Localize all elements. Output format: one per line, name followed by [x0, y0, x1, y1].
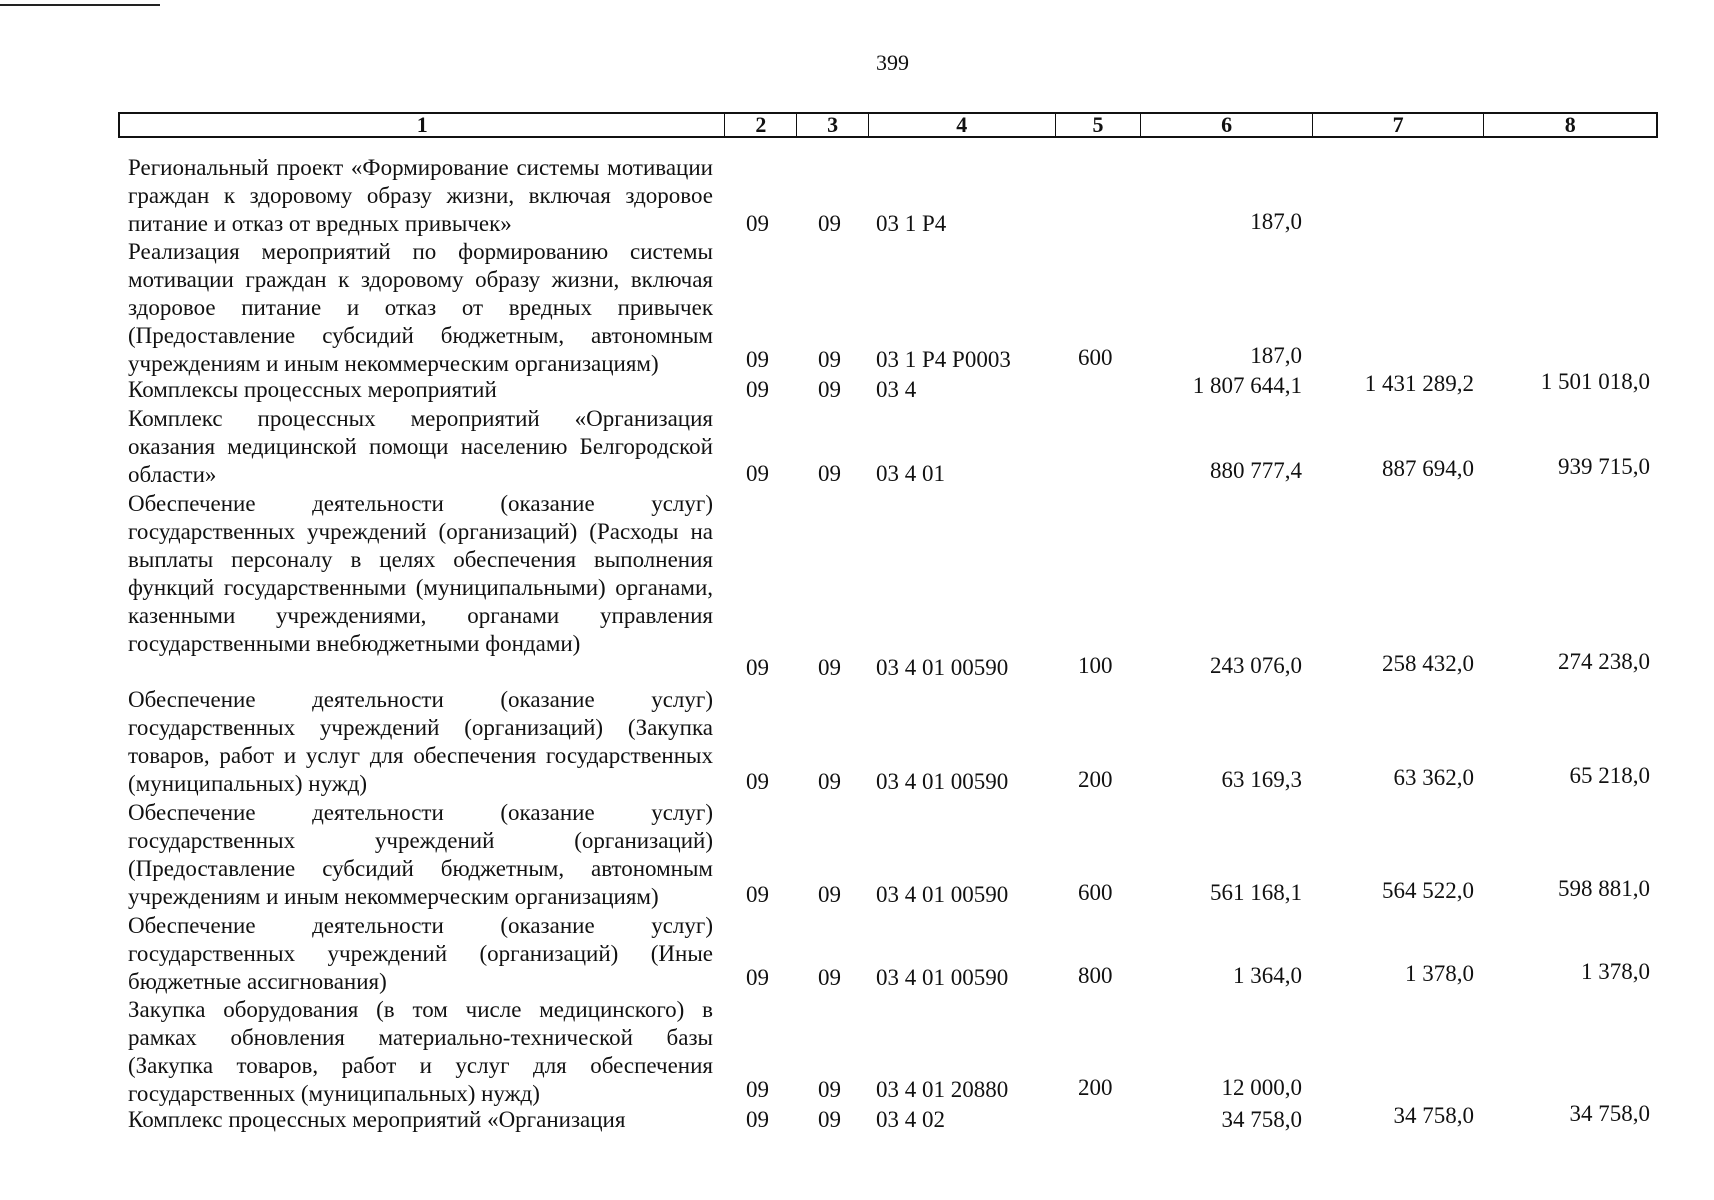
row-code-section: 09 — [746, 461, 769, 486]
row-target-article: 03 4 01 — [876, 461, 945, 486]
row-amount-col6: 187,0 — [1250, 343, 1302, 368]
row-target-article: 03 1 P4 — [876, 211, 947, 236]
row-amount-col7: 258 432,0 — [1382, 651, 1474, 676]
row-target-article: 03 4 02 — [876, 1107, 945, 1132]
row-description: Реализация мероприятий по формированию системы мотивации граждан к здоровому образу жизни, включая здоровое питание и отказ от вредных привычек (Предоставление субсидий бюджетным, автономным учреждениям и иным некоммерческим организациям) — [128, 239, 713, 376]
row-target-article: 03 4 01 00590 — [876, 882, 1009, 907]
row-description: Обеспечение деятельности (оказание услуг) государственных учреждений (организаций) (Предоставление субсидий бюджетным, автономным учреждениям и иным некоммерческим организациям) — [128, 800, 713, 909]
row-amount-col8: 34 758,0 — [1569, 1101, 1650, 1126]
row-description: Обеспечение деятельности (оказание услуг) государственных учреждений (организаций) (Закупка товаров, работ и услуг для обеспечения государственных (муниципальных) нужд) — [128, 687, 713, 796]
row-amount-col6: 243 076,0 — [1210, 653, 1302, 678]
row-amount-col8: 1 501 018,0 — [1540, 369, 1650, 394]
row-amount-col6: 12 000,0 — [1221, 1075, 1302, 1100]
row-target-article: 03 4 01 20880 — [876, 1077, 1009, 1102]
row-expense-type: 600 — [1078, 880, 1113, 905]
row-description: Комплексы процессных мероприятий — [128, 377, 497, 402]
row-code-section: 09 — [746, 655, 769, 680]
row-description: Комплекс процессных мероприятий «Организация — [128, 1107, 626, 1132]
row-description: Обеспечение деятельности (оказание услуг) государственных учреждений (организаций) (Иные бюджетные ассигнования) — [128, 913, 713, 994]
header-col-3: 3 — [797, 114, 869, 136]
row-amount-col6: 1 807 644,1 — [1192, 373, 1302, 398]
row-code-subsection: 09 — [818, 965, 841, 990]
row-code-subsection: 09 — [818, 211, 841, 236]
row-amount-col7: 34 758,0 — [1393, 1103, 1474, 1128]
header-col-8: 8 — [1564, 112, 1576, 137]
row-code-subsection: 09 — [818, 377, 841, 402]
row-expense-type: 600 — [1078, 345, 1113, 370]
row-target-article: 03 4 01 00590 — [876, 769, 1009, 794]
row-code-section: 09 — [746, 1107, 769, 1132]
row-code-section: 09 — [746, 965, 769, 990]
row-target-article: 03 1 P4 P0003 — [876, 347, 1011, 372]
row-code-subsection: 09 — [818, 769, 841, 794]
row-code-subsection: 09 — [818, 347, 841, 372]
row-code-section: 09 — [746, 347, 769, 372]
row-expense-type: 100 — [1078, 653, 1113, 678]
header-col-5: 5 — [1056, 114, 1142, 136]
row-code-subsection: 09 — [818, 461, 841, 486]
row-amount-col6: 63 169,3 — [1221, 767, 1302, 792]
row-expense-type: 200 — [1078, 767, 1113, 792]
row-amount-col6: 1 364,0 — [1233, 963, 1302, 988]
row-target-article: 03 4 — [876, 377, 917, 402]
row-code-section: 09 — [746, 211, 769, 236]
scan-corner-line — [0, 4, 160, 6]
row-target-article: 03 4 01 00590 — [876, 965, 1009, 990]
row-amount-col7: 63 362,0 — [1393, 765, 1474, 790]
row-amount-col6: 561 168,1 — [1210, 880, 1302, 905]
row-description: Комплекс процессных мероприятий «Организация оказания медицинской помощи населению Белгородской области» — [128, 406, 713, 487]
row-code-section: 09 — [746, 377, 769, 402]
row-amount-col6: 880 777,4 — [1210, 458, 1302, 483]
row-amount-col8: 274 238,0 — [1558, 649, 1650, 674]
row-code-subsection: 09 — [818, 655, 841, 680]
header-col-4: 4 — [869, 114, 1056, 136]
row-code-subsection: 09 — [818, 882, 841, 907]
row-amount-col8: 598 881,0 — [1558, 876, 1650, 901]
row-code-section: 09 — [746, 769, 769, 794]
row-amount-col8: 65 218,0 — [1569, 763, 1650, 788]
row-code-section: 09 — [746, 1077, 769, 1102]
row-code-subsection: 09 — [818, 1077, 841, 1102]
row-code-section: 09 — [746, 882, 769, 907]
header-col-6: 6 — [1141, 114, 1313, 136]
header-col-7: 7 — [1313, 114, 1485, 136]
row-expense-type: 200 — [1078, 1075, 1113, 1100]
row-amount-col8: 1 378,0 — [1581, 959, 1650, 984]
row-amount-col7: 564 522,0 — [1382, 878, 1474, 903]
row-amount-col7: 887 694,0 — [1382, 456, 1474, 481]
row-target-article: 03 4 01 00590 — [876, 655, 1009, 680]
table-header — [118, 112, 1658, 138]
header-col-2: 2 — [725, 114, 797, 136]
header-col-1: 1 — [120, 114, 725, 136]
row-amount-col7: 1 431 289,2 — [1364, 371, 1474, 396]
row-description: Обеспечение деятельности (оказание услуг) государственных учреждений (организаций) (Расходы на выплаты персоналу в целях обеспечения выполнения функций государственными (муниципальными) органами, казенными учреждениями, органами управления государственными внебюджетными фондами) — [128, 491, 713, 656]
page-number: 399 — [876, 50, 909, 75]
row-amount-col8: 939 715,0 — [1558, 454, 1650, 479]
row-amount-col6: 187,0 — [1250, 209, 1302, 234]
row-expense-type: 800 — [1078, 963, 1113, 988]
row-amount-col6: 34 758,0 — [1221, 1107, 1302, 1132]
row-amount-col7: 1 378,0 — [1405, 961, 1474, 986]
row-description: Закупка оборудования (в том числе медицинского) в рамках обновления материально-технической базы (Закупка товаров, работ и услуг для обеспечения государственных (муниципальных) нужд) — [128, 997, 713, 1106]
row-description: Региональный проект «Формирование системы мотивации граждан к здоровому образу жизни, включая здоровое питание и отказ от вредных привычек» — [128, 155, 713, 236]
row-code-subsection: 09 — [818, 1107, 841, 1132]
